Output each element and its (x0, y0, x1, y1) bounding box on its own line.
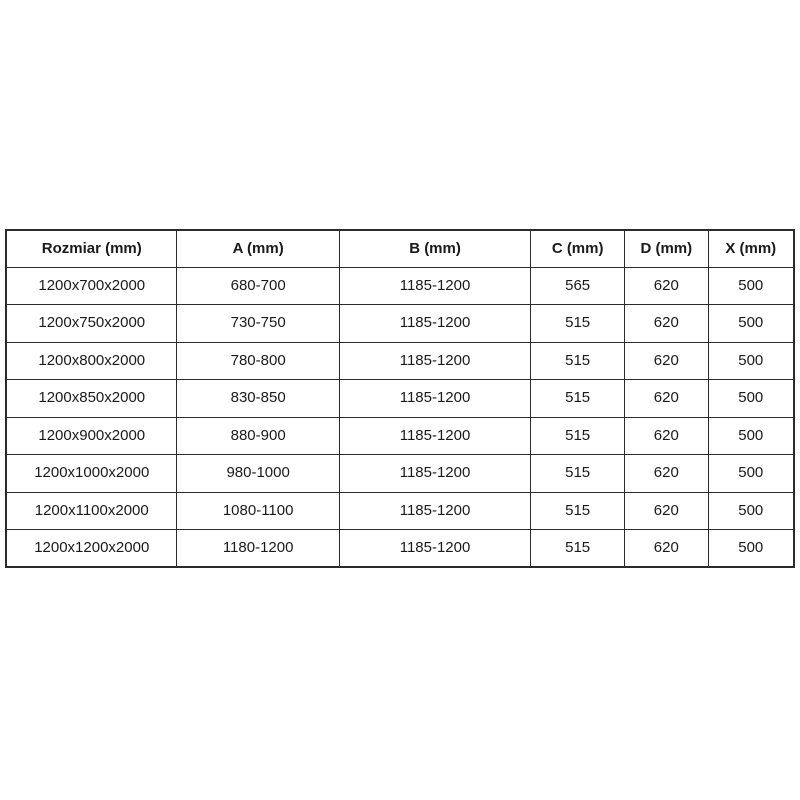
table-cell: 500 (708, 342, 794, 380)
table-header-row (6, 230, 794, 267)
table-cell: 830-850 (177, 380, 339, 418)
table-cell: 880-900 (177, 417, 339, 455)
table-cell: 515 (531, 492, 625, 530)
table-cell: 500 (708, 305, 794, 343)
table-cell: 1200x700x2000 (6, 267, 177, 305)
table-cell: 620 (625, 305, 709, 343)
header-b: B (mm) (339, 230, 530, 267)
table-cell: 1200x900x2000 (6, 417, 177, 455)
header-d: D (mm) (625, 230, 709, 267)
table-cell: 1185-1200 (339, 342, 530, 380)
table-cell: 620 (625, 492, 709, 530)
table-cell: 1185-1200 (339, 492, 530, 530)
table-cell: 1200x1000x2000 (6, 455, 177, 493)
table-cell: 1180-1200 (177, 530, 339, 568)
table-cell: 620 (625, 267, 709, 305)
table-cell: 515 (531, 380, 625, 418)
table-row (6, 417, 794, 455)
table-cell: 1200x800x2000 (6, 342, 177, 380)
table-cell: 515 (531, 305, 625, 343)
table-cell: 1200x1200x2000 (6, 530, 177, 568)
table-cell: 980-1000 (177, 455, 339, 493)
table-cell: 620 (625, 380, 709, 418)
table-body (6, 267, 794, 567)
table-cell: 515 (531, 417, 625, 455)
table-cell: 730-750 (177, 305, 339, 343)
table-cell: 500 (708, 455, 794, 493)
table-cell: 780-800 (177, 342, 339, 380)
table-row (6, 342, 794, 380)
table-cell: 620 (625, 417, 709, 455)
table-cell: 680-700 (177, 267, 339, 305)
table-cell: 500 (708, 530, 794, 568)
table-cell: 1200x850x2000 (6, 380, 177, 418)
header-a: A (mm) (177, 230, 339, 267)
table-cell: 1185-1200 (339, 380, 530, 418)
table-row (6, 380, 794, 418)
table-cell: 1200x750x2000 (6, 305, 177, 343)
table-cell: 500 (708, 380, 794, 418)
table-row (6, 530, 794, 568)
table-cell: 1185-1200 (339, 455, 530, 493)
header-rozmiar: Rozmiar (mm) (6, 230, 177, 267)
table-cell: 620 (625, 530, 709, 568)
table-row (6, 305, 794, 343)
table-row (6, 492, 794, 530)
table-cell: 1185-1200 (339, 417, 530, 455)
table-row (6, 267, 794, 305)
table-cell: 1185-1200 (339, 305, 530, 343)
size-spec-table (5, 229, 795, 568)
table-cell: 1080-1100 (177, 492, 339, 530)
table-cell: 500 (708, 417, 794, 455)
table-cell: 515 (531, 342, 625, 380)
table-cell: 500 (708, 267, 794, 305)
table-cell: 1185-1200 (339, 267, 530, 305)
table-cell: 1185-1200 (339, 530, 530, 568)
table-cell: 620 (625, 342, 709, 380)
table-cell: 515 (531, 530, 625, 568)
table-cell: 500 (708, 492, 794, 530)
header-x: X (mm) (708, 230, 794, 267)
table-cell: 620 (625, 455, 709, 493)
table-cell: 1200x1100x2000 (6, 492, 177, 530)
header-c: C (mm) (531, 230, 625, 267)
table-cell: 515 (531, 455, 625, 493)
table-row (6, 455, 794, 493)
table-cell: 565 (531, 267, 625, 305)
